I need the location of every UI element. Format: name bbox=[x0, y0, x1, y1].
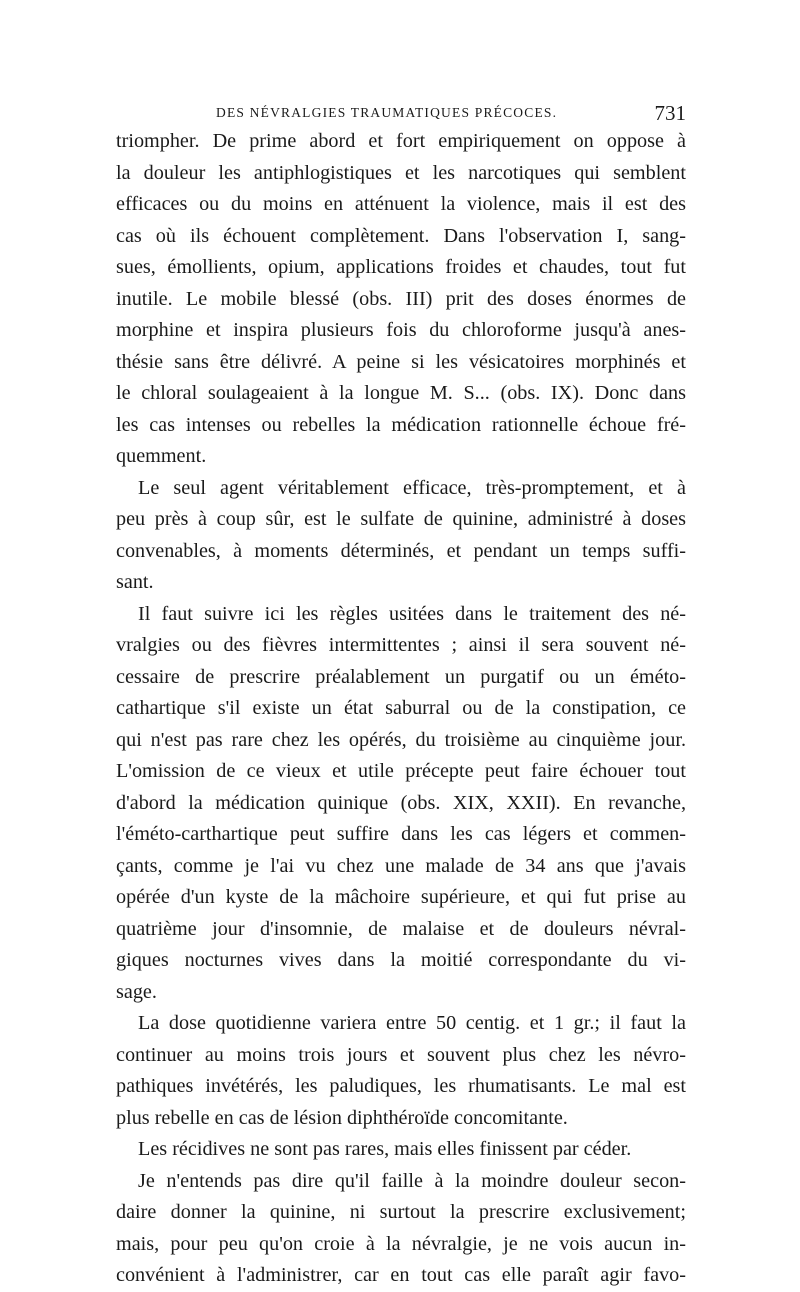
text-line: daire donner la quinine, ni surtout la prescrire exclusivement; bbox=[116, 1201, 686, 1223]
text-line: le chloral soulageaient à la longue M. S... (obs. IX). Donc dans bbox=[116, 382, 686, 404]
text-line: quemment. bbox=[116, 445, 207, 467]
text-line: triompher. De prime abord et fort empiriquement on oppose à bbox=[116, 130, 686, 152]
paragraph bbox=[116, 599, 686, 1009]
text-line: inutile. Le mobile blessé (obs. III) prit des doses énormes de bbox=[116, 287, 686, 310]
text-line: La dose quotidienne variera entre 50 centig. et 1 gr.; il faut la bbox=[138, 1012, 686, 1034]
body-text bbox=[116, 126, 686, 1292]
paragraph bbox=[116, 1166, 686, 1292]
text-line: convenables, à moments déterminés, et pendant un temps suffi- bbox=[116, 539, 686, 562]
text-line: mais, pour peu qu'on croie à la névralgie, je ne vois aucun in- bbox=[116, 1232, 686, 1255]
page-header bbox=[116, 98, 686, 128]
text-line: la douleur les antiphlogistiques et les narcotiques qui semblent bbox=[116, 161, 686, 184]
paragraph bbox=[116, 126, 686, 473]
text-line: Je n'entends pas dire qu'il faille à la moindre douleur secon- bbox=[138, 1169, 686, 1192]
running-head: DES NÉVRALGIES TRAUMATIQUES PRÉCOCES. bbox=[216, 105, 558, 120]
text-line: opérée d'un kyste de la mâchoire supérieure, et qui fut prise au bbox=[116, 886, 686, 908]
text-line: sues, émollients, opium, applications froides et chaudes, tout fut bbox=[116, 256, 686, 278]
text-line: sant. bbox=[116, 571, 154, 593]
text-line: pathiques invétérés, les paludiques, les rhumatisants. Le mal est bbox=[116, 1075, 686, 1097]
text-line: peu près à coup sûr, est le sulfate de quinine, administré à doses bbox=[116, 508, 686, 530]
text-line: giques nocturnes vives dans la moitié correspondante du vi- bbox=[116, 949, 686, 971]
text-line: cas où ils échouent complètement. Dans l'observation I, sang- bbox=[116, 224, 686, 247]
paragraph bbox=[116, 473, 686, 599]
text-line: les cas intenses ou rebelles la médication rationnelle échoue fré- bbox=[116, 413, 686, 436]
text-line: convénient à l'administrer, car en tout cas elle paraît agir favo- bbox=[116, 1264, 686, 1286]
text-line: cessaire de prescrire préalablement un purgatif ou un éméto- bbox=[116, 665, 686, 688]
text-line: thésie sans être délivré. A peine si les vésicatoires morphinés et bbox=[116, 350, 686, 373]
text-line: l'éméto-carthartique peut suffire dans les cas légers et commen- bbox=[116, 823, 686, 845]
text-line: quatrième jour d'insomnie, de malaise et de douleurs névral- bbox=[116, 917, 686, 940]
text-line: Les récidives ne sont pas rares, mais elles finissent par céder. bbox=[138, 1138, 632, 1160]
text-line: plus rebelle en cas de lésion diphthéroïde concomitante. bbox=[116, 1106, 568, 1129]
page-number: 731 bbox=[654, 101, 686, 125]
text-line: sage. bbox=[116, 980, 157, 1003]
paragraph bbox=[116, 1134, 686, 1166]
text-line: efficaces ou du moins en atténuent la violence, mais il est des bbox=[116, 193, 686, 215]
text-line: Le seul agent véritablement efficace, très-promptement, et à bbox=[138, 476, 686, 499]
text-line: qui n'est pas rare chez les opérés, du troisième au cinquième jour. bbox=[116, 728, 686, 751]
text-line: L'omission de ce vieux et utile précepte peut faire échouer tout bbox=[116, 760, 686, 782]
text-line: d'abord la médication quinique (obs. XIX, XXII). En revanche, bbox=[116, 791, 686, 814]
text-line: continuer au moins trois jours et souvent plus chez les névro- bbox=[116, 1043, 686, 1066]
text-line: çants, comme je l'ai vu chez une malade de 34 ans que j'avais bbox=[116, 854, 686, 877]
text-line: morphine et inspira plusieurs fois du chloroforme jusqu'à anes- bbox=[116, 319, 686, 341]
paragraph bbox=[116, 1008, 686, 1134]
text-line: cathartique s'il existe un état saburral ou de la constipation, ce bbox=[116, 697, 686, 719]
text-line: Il faut suivre ici les règles usitées dans le traitement des né- bbox=[138, 602, 686, 625]
text-line: vralgies ou des fièvres intermittentes ; ainsi il sera souvent né- bbox=[116, 634, 686, 656]
